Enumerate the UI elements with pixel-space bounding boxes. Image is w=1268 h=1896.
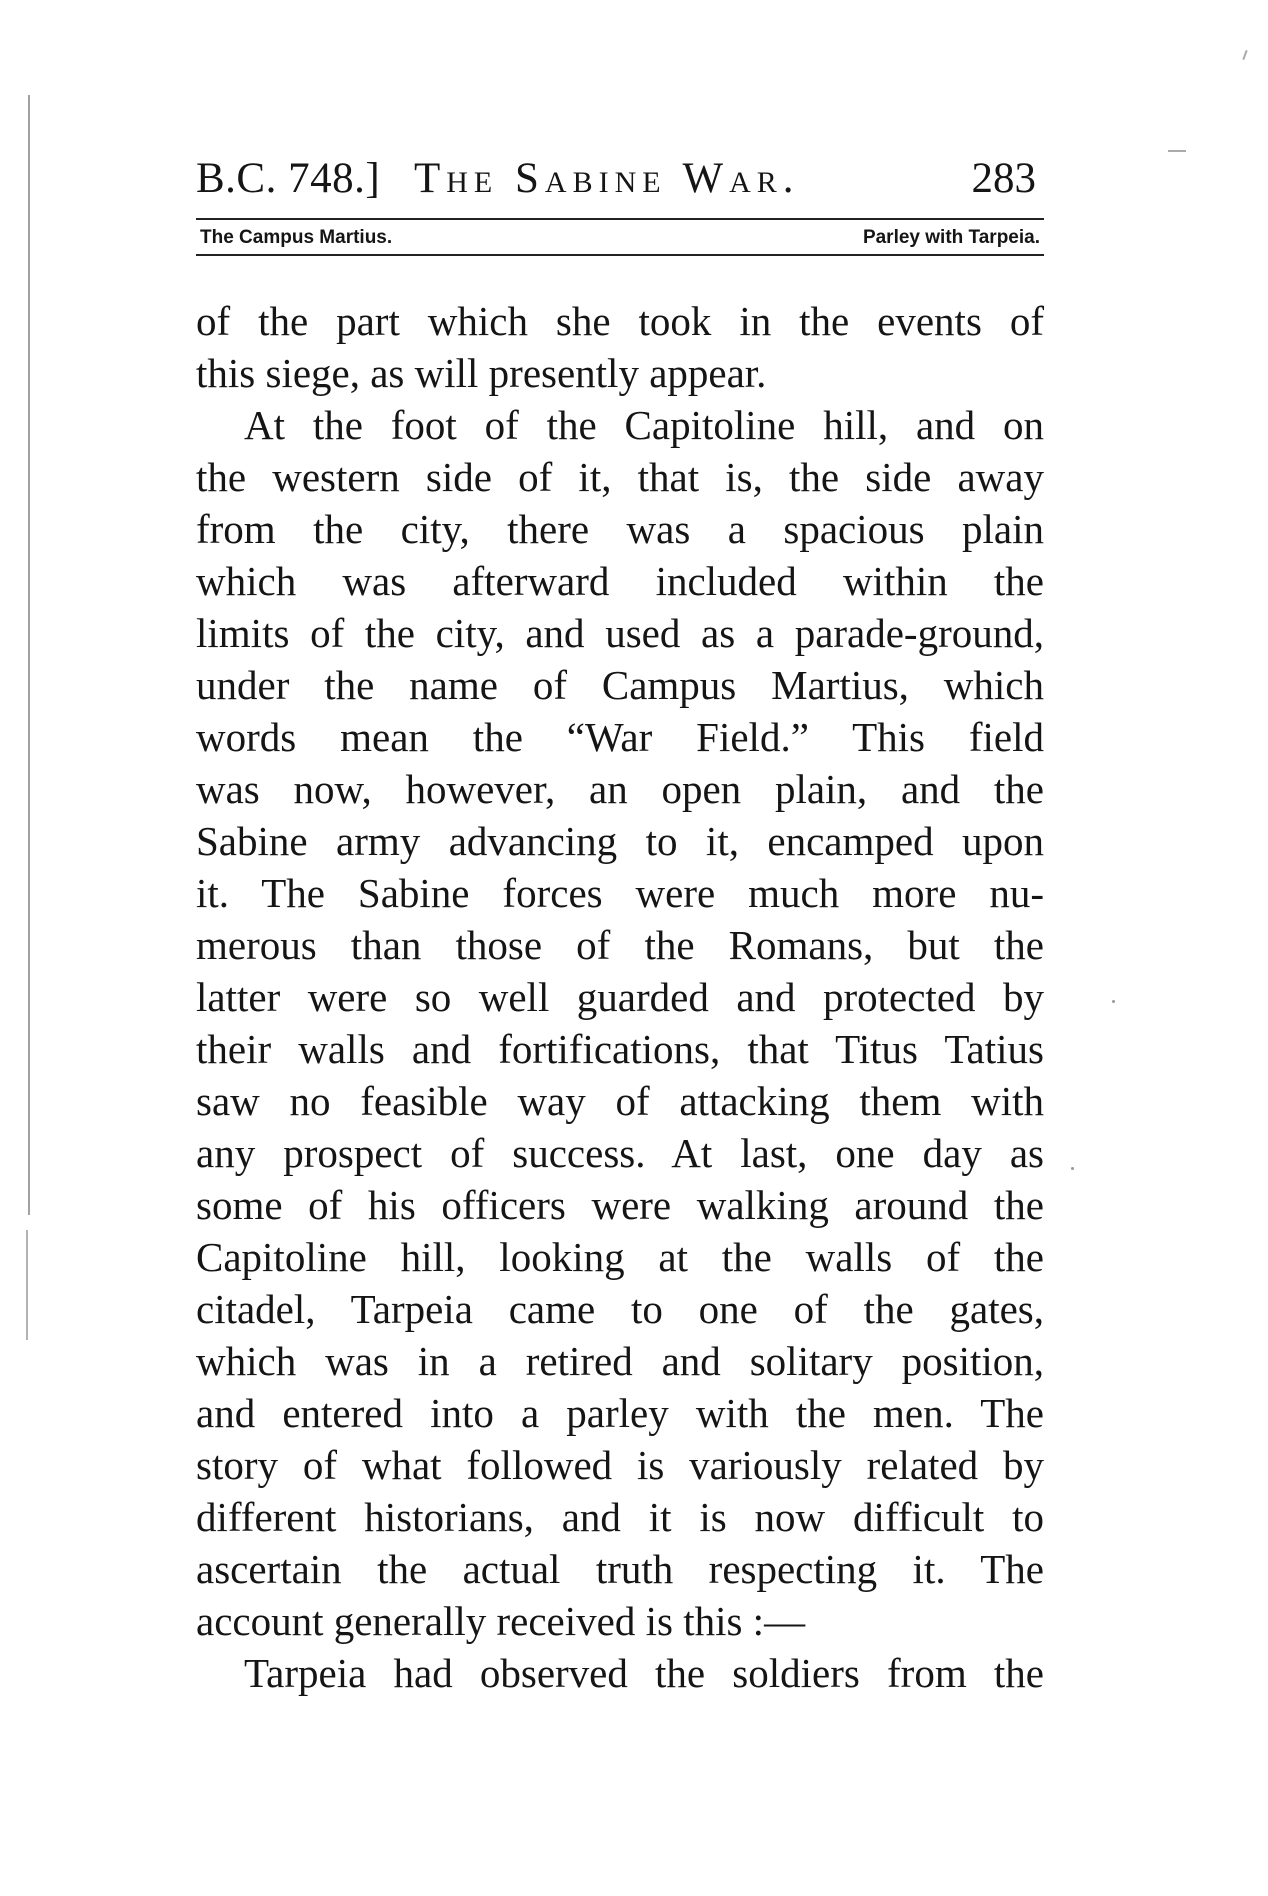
text-line: ascertain the actual truth respecting it. The	[196, 1546, 1044, 1592]
text-line: Capitoline hill, looking at the walls of the	[196, 1234, 1044, 1280]
text-line: different historians, and it is now difficult to	[196, 1494, 1044, 1540]
text-line: their walls and fortifications, that Titus Tatius	[196, 1026, 1044, 1072]
text-line: saw no feasible way of attacking them with	[196, 1078, 1044, 1124]
text-line: At the foot of the Capitoline hill, and on	[244, 402, 1044, 448]
text-line: from the city, there was a spacious plain	[196, 506, 1044, 552]
text-line: which was in a retired and solitary position,	[196, 1338, 1044, 1384]
text-line: under the name of Campus Martius, which	[196, 662, 1044, 708]
text-line: some of his officers were walking around the	[196, 1182, 1044, 1228]
scan-edge-mark	[28, 95, 30, 1215]
scan-edge-mark	[1168, 150, 1186, 152]
page-number: 283	[971, 155, 1036, 202]
text-line: Sabine army advancing to it, encamped upon	[196, 818, 1044, 864]
scan-speck	[1071, 1167, 1074, 1170]
text-line: latter were so well guarded and protected by	[196, 974, 1044, 1020]
running-head	[196, 152, 1036, 206]
text-line: this siege, as will presently appear.	[196, 350, 767, 396]
subhead-left: The Campus Martius.	[200, 227, 393, 248]
text-line: Tarpeia had observed the soldiers from the	[244, 1650, 1044, 1696]
body-text	[196, 295, 1044, 1699]
text-line: story of what followed is variously related by	[196, 1442, 1044, 1488]
header-rule-bottom	[196, 254, 1044, 256]
scan-edge-mark	[1242, 50, 1247, 60]
running-head-date: B.C. 748.]	[196, 155, 381, 202]
text-line: limits of the city, and used as a parade-ground,	[196, 610, 1044, 656]
text-line: account generally received is this :—	[196, 1598, 806, 1644]
text-line: citadel, Tarpeia came to one of the gates,	[196, 1286, 1044, 1332]
text-line: was now, however, an open plain, and the	[196, 766, 1044, 812]
text-line: which was afterward included within the	[196, 558, 1044, 604]
scan-edge-mark	[26, 1230, 28, 1340]
text-line: and entered into a parley with the men. The	[196, 1390, 1044, 1436]
text-line: merous than those of the Romans, but the	[196, 922, 1044, 968]
header-rule-top	[196, 218, 1044, 220]
text-line: of the part which she took in the events of	[196, 298, 1044, 344]
text-line: any prospect of success. At last, one day as	[196, 1130, 1044, 1176]
text-line: words mean the “War Field.” This field	[196, 714, 1044, 760]
text-line: it. The Sabine forces were much more nu-	[196, 870, 1044, 916]
running-head-title: The Sabine War.	[414, 155, 800, 202]
scan-speck	[1112, 1000, 1115, 1003]
text-line: the western side of it, that is, the side away	[196, 454, 1044, 500]
section-subheads	[200, 224, 1044, 252]
subhead-right: Parley with Tarpeia.	[862, 227, 1040, 248]
